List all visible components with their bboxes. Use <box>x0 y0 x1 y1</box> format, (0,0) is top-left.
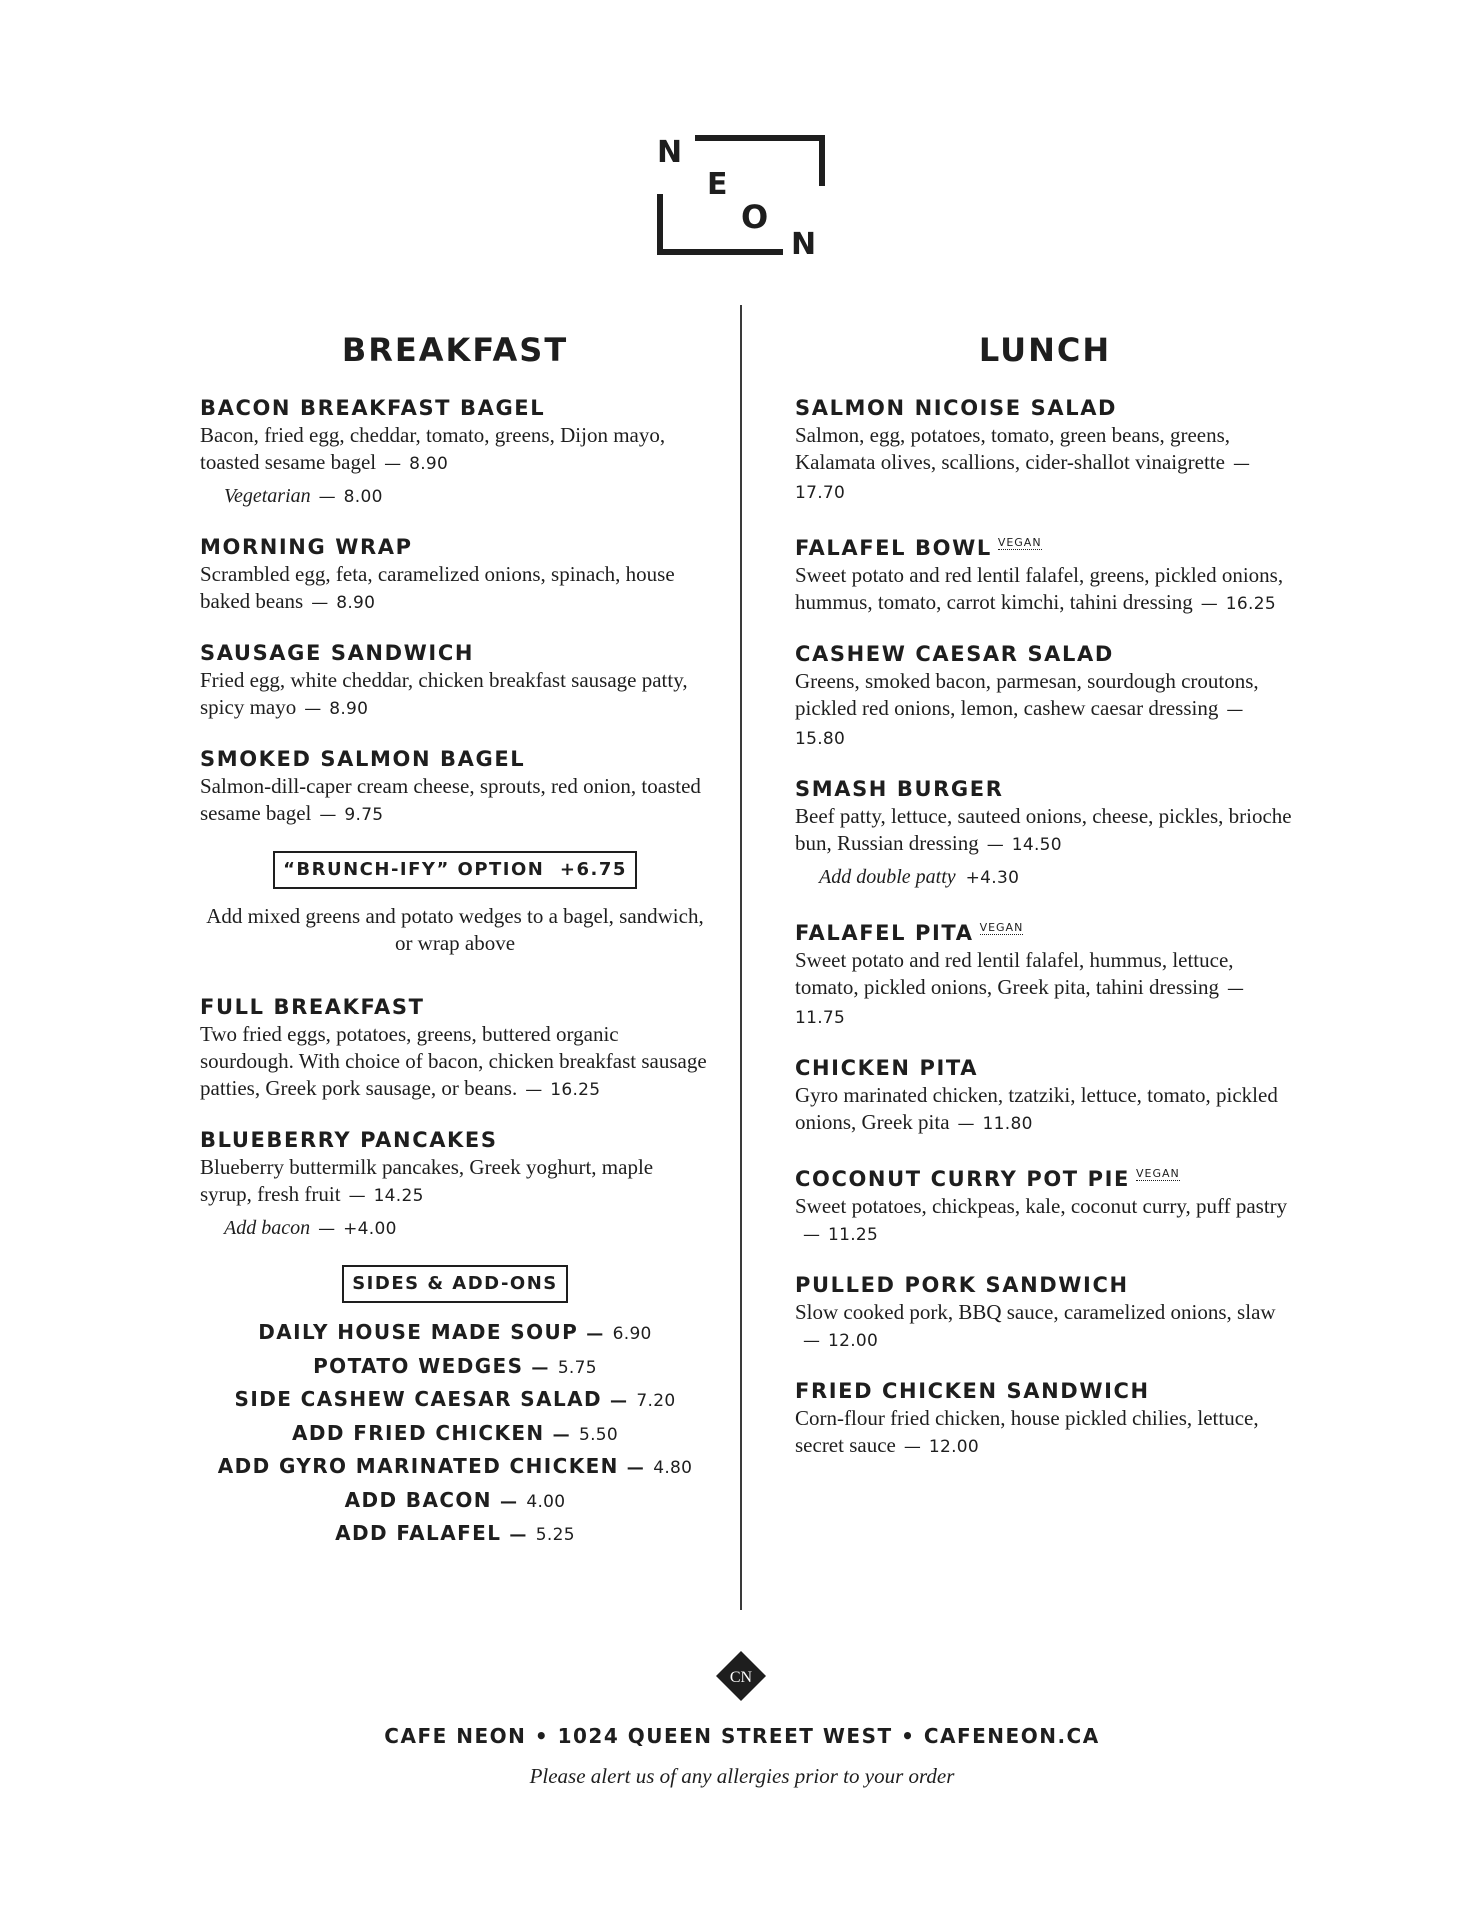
item-price: 17.70 <box>795 483 846 503</box>
breakfast-column <box>200 330 710 1552</box>
side-row: ADD FRIED CHICKEN — 5.50 <box>291 1420 619 1445</box>
side-row: SIDE CASHEW CAESAR SALAD — 7.20 <box>234 1387 676 1411</box>
item-description: Scrambled egg, feta, caramelized onions, spinach, house baked beans — 8.90 <box>200 562 675 613</box>
menu-item <box>795 1377 1295 1461</box>
item-description: Salmon, egg, potatoes, tomato, green beans, greens, Kalamata olives, scallions, cider-shallot vinaigrette —17.70 <box>795 423 1250 503</box>
item-price: 16.25 <box>1225 594 1276 614</box>
item-name: PULLED PORK SANDWICH <box>795 1273 1129 1297</box>
item-price: 12.00 <box>828 1331 879 1351</box>
item-name: SMASH BURGER <box>795 777 1004 801</box>
menu-item <box>795 1271 1295 1355</box>
item-price: 9.75 <box>344 805 384 825</box>
item-description: Slow cooked pork, BBQ sauce, caramelized onions, slaw— 12.00 <box>795 1300 1276 1351</box>
item-description: Corn-flour fried chicken, house pickled chilies, lettuce, secret sauce — 12.00 <box>795 1406 1259 1457</box>
lunch-column <box>795 330 1295 1483</box>
menu-item <box>200 993 710 1104</box>
item-description: Sweet potato and red lentil falafel, hummus, lettuce, tomato, pickled onions, Greek pita, tahini dressing —11.75 <box>795 948 1244 1028</box>
item-description: Gyro marinated chicken, tzatziki, lettuce, tomato, pickled onions, Greek pita — 11.80 <box>795 1083 1278 1134</box>
item-name: FULL BREAKFAST <box>200 995 425 1019</box>
item-addon: Add double patty +4.30 <box>819 866 1020 888</box>
menu-item <box>795 775 1295 892</box>
side-row: ADD BACON — 4.00 <box>344 1487 566 1512</box>
item-description: Blueberry buttermilk pancakes, Greek yoghurt, maple syrup, fresh fruit — 14.25 <box>200 1155 654 1206</box>
side-row: ADD GYRO MARINATED CHICKEN — 4.80 <box>217 1454 693 1478</box>
side-row: DAILY HOUSE MADE SOUP — 6.90 <box>258 1320 652 1344</box>
item-price: 14.25 <box>373 1186 424 1206</box>
item-description: Greens, smoked bacon, parmesan, sourdough croutons, pickled red onions, lemon, cashew caesar dressing —15.80 <box>795 669 1259 749</box>
item-name: COCONUT CURRY POT PIE $^{VEGAN}$ <box>795 1167 1180 1191</box>
item-description: Sweet potato and red lentil falafel, greens, pickled onions, hummus, tomato, carrot kimchi, tahini dressing — 16.25 <box>795 563 1284 614</box>
item-description: Sweet potatoes, chickpeas, kale, coconut curry, puff pastry— 11.25 <box>795 1194 1288 1245</box>
addon-price: +4.00 <box>343 1219 397 1239</box>
logo-letter-e: E <box>707 167 728 202</box>
item-price: 16.25 <box>550 1080 601 1100</box>
neon-logo <box>657 134 825 256</box>
item-price: 11.25 <box>828 1225 879 1245</box>
side-row: POTATO WEDGES — 5.75 <box>313 1353 597 1378</box>
lunch-title: LUNCH <box>978 331 1112 369</box>
item-description: Beef patty, lettuce, sauteed onions, cheese, pickles, brioche bun, Russian dressing — 14.50 <box>795 804 1292 855</box>
item-addon: Vegetarian — 8.00 <box>224 485 383 507</box>
item-description: Bacon, fried egg, cheddar, tomato, greens, Dijon mayo, toasted sesame bagel — 8.90 <box>200 423 666 474</box>
cn-emblem-icon <box>716 1651 766 1701</box>
item-description: Two fried eggs, potatoes, greens, buttered organic sourdough. With choice of bacon, chicken breakfast sausage patties, Greek pork sausage, or beans. — 16.25 <box>200 1022 707 1100</box>
item-price: 11.75 <box>795 1008 846 1028</box>
item-name: SALMON NICOISE SALAD <box>795 396 1118 420</box>
breakfast-title: BREAKFAST <box>341 331 569 369</box>
item-description: Salmon-dill-caper cream cheese, sprouts, red onion, toasted sesame bagel — 9.75 <box>200 774 701 825</box>
menu-item <box>200 394 710 511</box>
footer-address: CAFE NEON • 1024 QUEEN STREET WEST • CAFENEON.CA <box>384 1724 1100 1748</box>
item-price: 15.80 <box>795 729 846 749</box>
item-price: 8.90 <box>329 699 369 719</box>
sides-title: SIDES & ADD-ONS <box>342 1265 568 1303</box>
item-price: 14.50 <box>1011 835 1062 855</box>
vegan-tag: VEGAN <box>979 921 1024 934</box>
brunch-option <box>200 851 710 957</box>
item-name: FALAFEL PITA $^{VEGAN}$ <box>795 921 1024 945</box>
brunch-option-price: +6.75 <box>559 859 627 880</box>
logo-letter-n2: N <box>791 227 817 256</box>
item-name: SMOKED SALMON BAGEL <box>200 747 526 771</box>
item-addon: Add bacon — +4.00 <box>224 1217 397 1239</box>
menu-item <box>795 529 1295 618</box>
item-name: CHICKEN PITA <box>795 1056 979 1080</box>
menu-item <box>200 745 710 829</box>
logo-letter-n1: N <box>657 135 683 170</box>
item-price: 11.80 <box>982 1114 1033 1134</box>
item-name: FALAFEL BOWL $^{VEGAN}$ <box>795 536 1042 560</box>
addon-price: +4.30 <box>965 868 1020 888</box>
menu-item <box>795 640 1295 753</box>
item-name: BLUEBERRY PANCAKES <box>200 1128 498 1152</box>
sides-section <box>200 1265 710 1552</box>
vegan-tag: VEGAN <box>1136 1167 1180 1180</box>
menu-item <box>795 914 1295 1032</box>
addon-price: 8.00 <box>343 487 383 507</box>
side-row: ADD FALAFEL — 5.25 <box>335 1521 575 1545</box>
menu-item <box>795 1160 1295 1249</box>
item-name: SAUSAGE SANDWICH <box>200 641 475 665</box>
item-price: 8.90 <box>336 593 376 613</box>
item-price: 8.90 <box>409 454 449 474</box>
item-name: FRIED CHICKEN SANDWICH <box>795 1379 1150 1403</box>
logo-letter-o: O <box>741 198 769 236</box>
menu-item <box>200 639 710 723</box>
brunch-option-description: Add mixed greens and potato wedges to a bagel, sandwich, or wrap above <box>206 904 704 955</box>
item-name: CASHEW CAESAR SALAD <box>795 642 1114 666</box>
emblem-text: CN <box>729 1669 753 1686</box>
menu-item <box>795 1054 1295 1138</box>
item-description: Fried egg, white cheddar, chicken breakfast sausage patty, spicy mayo — 8.90 <box>200 668 688 719</box>
sides-list <box>200 1317 710 1552</box>
item-price: 12.00 <box>928 1437 980 1457</box>
column-divider <box>740 305 742 1610</box>
brunch-option-label: “BRUNCH-IFY” OPTION +6.75 <box>273 851 637 889</box>
menu-item <box>200 533 710 617</box>
menu-item <box>795 394 1295 507</box>
item-name: MORNING WRAP <box>200 535 413 559</box>
vegan-tag: VEGAN <box>997 536 1042 549</box>
menu-item <box>200 1126 710 1243</box>
item-name: BACON BREAKFAST BAGEL <box>200 396 546 420</box>
allergy-note: Please alert us of any allergies prior to your order <box>529 1764 955 1788</box>
